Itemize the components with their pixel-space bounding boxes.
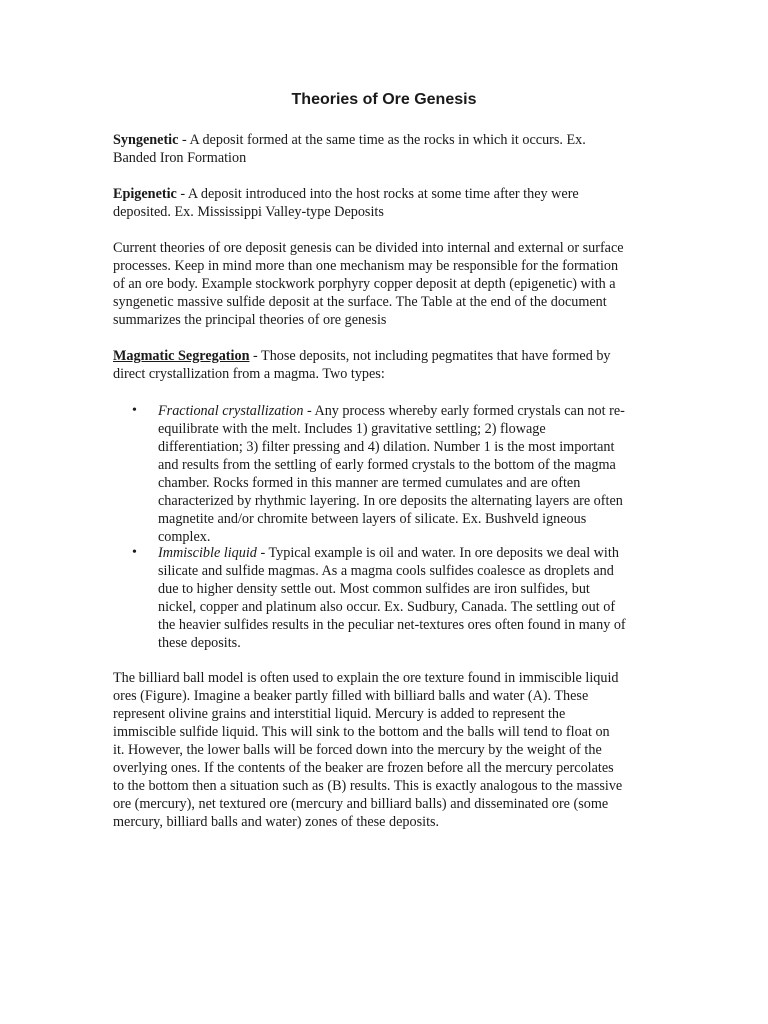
paragraph-line: immiscible sulfide liquid. This will sink to the bottom and the balls will tend to float on (113, 724, 610, 740)
paragraph-line: to the bottom then a situation such as (B) results. This is exactly analogous to the massive (113, 778, 623, 794)
epigenetic-term: Epigenetic (113, 186, 177, 202)
paragraph-line: mercury, billiard balls and water) zones of these deposits. (113, 814, 440, 830)
magmatic-line (113, 347, 611, 365)
fractional-term: Fractional crystallization (158, 403, 304, 419)
epigenetic-definition: - A deposit introduced into the host rocks at some time after they were (176, 186, 579, 202)
syngenetic-term: Syngenetic (113, 132, 179, 148)
paragraph-line: syngenetic massive sulfide deposit at the surface. The Table at the end of the document (113, 294, 607, 310)
epigenetic-line: deposited. Ex. Mississippi Valley-type Deposits (113, 204, 384, 220)
list-item-line: due to higher density settle out. Most common sulfides are iron sulfides, but (158, 581, 590, 597)
magmatic-definition: - Those deposits, not including pegmatites that have formed by (249, 348, 611, 364)
bullet-marker: • (132, 403, 137, 418)
list-item-line: differentiation; 3) filter pressing and 4) dilation. Number 1 is the most important (158, 439, 615, 455)
paragraph-line: summarizes the principal theories of ore genesis (113, 312, 387, 328)
paragraph-line: The billiard ball model is often used to explain the ore texture found in immiscible liquid (113, 670, 619, 686)
magmatic-term: Magmatic Segregation (113, 348, 250, 364)
syngenetic-line (113, 131, 586, 149)
fractional-definition: - Any process whereby early formed crystals can not re- (303, 403, 625, 419)
list-item-line: complex. (158, 529, 211, 545)
list-item-line: the heavier sulfides results in the peculiar net-textures ores often found in many of (158, 617, 626, 633)
bullet-marker: • (132, 545, 137, 560)
list-item-fractional (158, 402, 625, 420)
paragraph-line: of an ore body. Example stockwork porphyry copper deposit at depth (epigenetic) with a (113, 276, 616, 292)
list-item-line: chamber. Rocks formed in this manner are termed cumulates and are often (158, 475, 581, 491)
magmatic-line: direct crystallization from a magma. Two types: (113, 366, 385, 382)
paragraph-line: processes. Keep in mind more than one mechanism may be responsible for the formation (113, 258, 619, 274)
list-item-immiscible (158, 544, 619, 562)
immiscible-term: Immiscible liquid (158, 545, 257, 561)
paragraph-line: Current theories of ore deposit genesis can be divided into internal and external or surface (113, 240, 624, 256)
list-item-line: and results from the settling of early formed crystals to the bottom of the magma (158, 457, 616, 473)
list-item-line: nickel, copper and platinum also occur. Ex. Sudbury, Canada. The settling out of (158, 599, 616, 615)
paragraph-line: represent olivine grains and interstitial liquid. Mercury is added to represent the (113, 706, 566, 722)
paragraph-line: ores (Figure). Imagine a beaker partly filled with billiard balls and water (A). These (113, 688, 589, 704)
list-item-line: equilibrate with the melt. Includes 1) gravitative settling; 2) flowage (158, 421, 546, 437)
syngenetic-line: Banded Iron Formation (113, 150, 247, 166)
list-item-line: silicate and sulfide magmas. As a magma cools sulfides coalesce as droplets and (158, 563, 614, 579)
list-item-line: characterized by rhythmic layering. In ore deposits the alternating layers are often (158, 493, 623, 509)
page-title: Theories of Ore Genesis (291, 91, 477, 108)
immiscible-definition: - Typical example is oil and water. In ore deposits we deal with (256, 545, 619, 561)
paragraph-line: overlying ones. If the contents of the beaker are frozen before all the mercury percolates (113, 760, 614, 776)
paragraph-line: it. However, the lower balls will be forced down into the mercury by the weight of the (113, 742, 602, 758)
epigenetic-line (113, 185, 579, 203)
paragraph-line: ore (mercury), net textured ore (mercury and billiard balls) and disseminated ore (some (113, 796, 609, 812)
list-item-line: magnetite and/or chromite between layers of silicate. Ex. Bushveld igneous (158, 511, 587, 527)
syngenetic-definition: - A deposit formed at the same time as the rocks in which it occurs. Ex. (178, 132, 586, 148)
list-item-line: these deposits. (158, 635, 241, 651)
